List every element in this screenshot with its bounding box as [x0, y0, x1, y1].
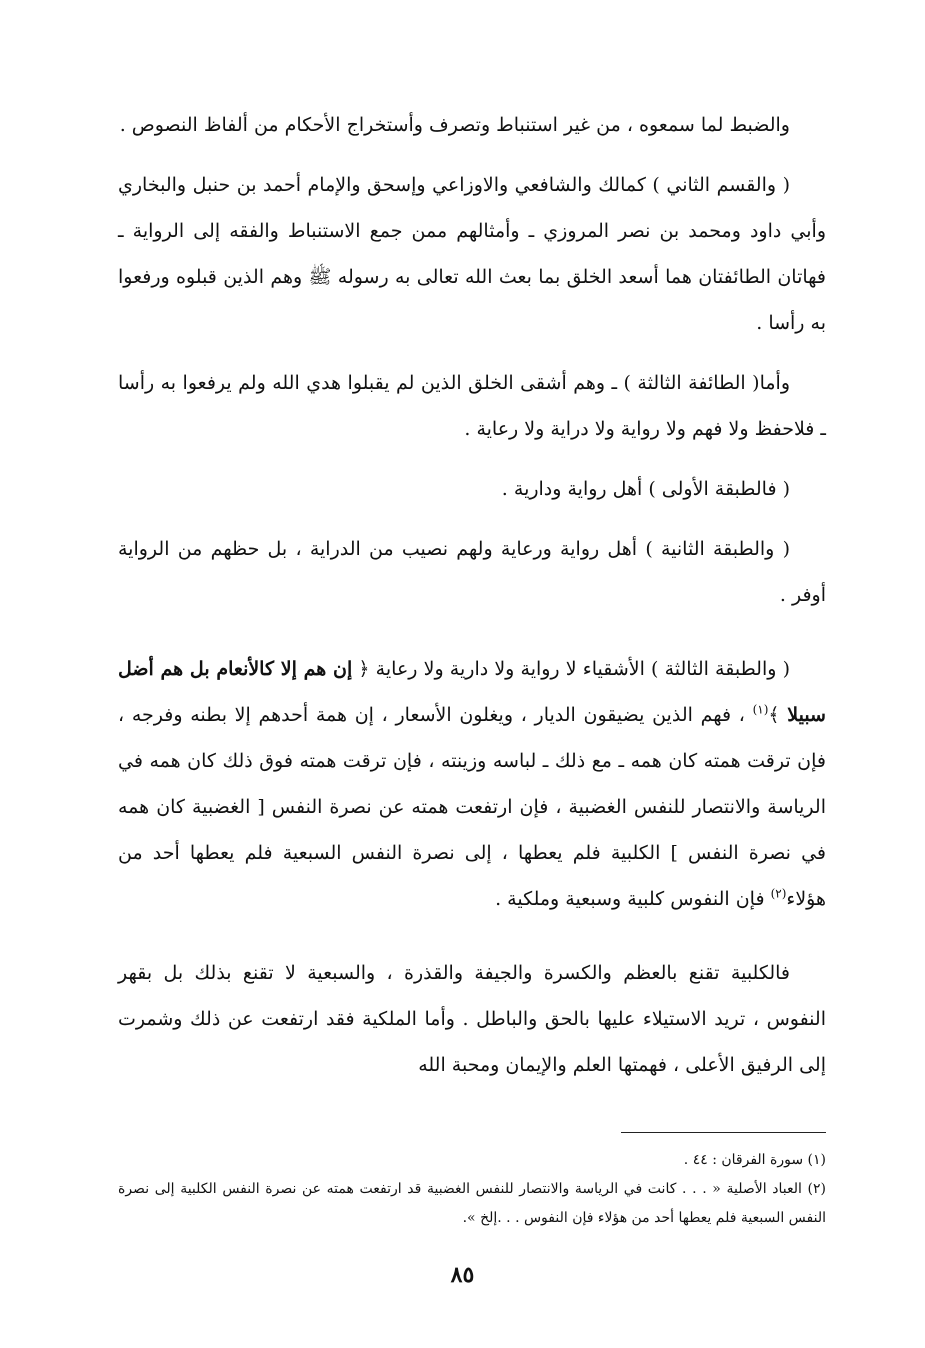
footnote-2: (٢) العباد الأصلية « . . . كانت في الرياسة والانتصار للنفس الغضبية قد ارتفعت همته عن نصرة النفس الكلبية إلى نصرة النفس السبعية فلم يعطها أحد من هؤلاء فإن النفوس . . .إلخ ». — [118, 1181, 826, 1226]
footnote-ref-2[interactable]: (٢) — [770, 886, 787, 901]
footnote-ref-1[interactable]: (١) — [752, 702, 769, 717]
footnotes — [118, 1146, 826, 1233]
paragraph-6-start: ( والطبقة الثالثة ) الأشقياء لا رواية ولا دارية ولا رعاية ﴿ — [352, 658, 790, 680]
paragraph-4: ( فالطبقة الأولى ) أهل رواية ودارية . — [501, 478, 790, 500]
paragraph-7: فالكلبية تقنع بالعظم والكسرة والجيفة والقذرة ، والسبعية لا تقنع بذلك بل بقهر النفوس ، تريد الاستيلاء عليها بالحق والباطل . وأما الملكية فقد ارتفعت عن ذلك وشمرت إلى الرفيق الأعلى ، فهمتها العلم والإيمان ومحبة الله — [118, 962, 826, 1076]
quran-verse-close: ﴾ — [768, 704, 788, 726]
paragraph-6-end: فإن النفوس كلبية وسبعية وملكية . — [495, 888, 771, 910]
footnote-divider — [621, 1132, 826, 1133]
page-body — [118, 102, 826, 1102]
paragraph-1: والضبط لما سمعوه ، من غير استنباط وتصرف وأستخراج الأحكام من ألفاظ النصوص . — [119, 114, 790, 136]
quran-verse: إن هم إلا كالأنعام بل هم أضل سبيلا — [118, 658, 826, 726]
paragraph-6 — [118, 646, 826, 922]
page-number: ٨٥ — [450, 1262, 475, 1288]
paragraph-3: وأما( الطائفة الثالثة ) ـ وهم أشقى الخلق الذين لم يقبلوا هدي الله ولم يرفعوا به رأسا ـ فلاحفظ ولا فهم ولا رواية ولا دراية ولا رعاية . — [118, 372, 826, 440]
paragraph-6-middle: ، فهم الذين يضيقون الديار ، ويغلون الأسعار ، إن همة أحدهم إلا بطنه وفرجه ، فإن ترقت همته كان همه ـ مع ذلك ـ لباسه وزينته ، فإن ترقت همته فوق ذلك كان همه في الرياسة والانتصار للنفس الغضبية ، فإن ارتفعت همته عن نصرة النفس [ الغضبية كان همه في نصرة النفس ] الكلبية فلم يعطها ، إلى نصرة النفس السبعية فلم يعطها أحد من هؤلاء — [118, 704, 826, 910]
paragraph-5: ( والطبقة الثانية ) أهل رواية ورعاية ولهم نصيب من الدراية ، بل حظهم من الرواية أوفر . — [118, 538, 826, 606]
footnote-1: (١) سورة الفرقان : ٤٤ . — [683, 1152, 826, 1168]
paragraph-2: ( والقسم الثاني ) كمالك والشافعي والاوزاعي وإسحق والإمام أحمد بن حنبل والبخاري وأبي داود ومحمد بن نصر المروزي ـ وأمثالهم ممن جمع الاستنباط والفقه إلى الرواية ـ فهاتان الطائفتان هما أسعد الخلق بما بعث الله تعالى به رسوله ﷺ وهم الذين قبلوه ورفعوا به رأسا . — [118, 174, 826, 334]
